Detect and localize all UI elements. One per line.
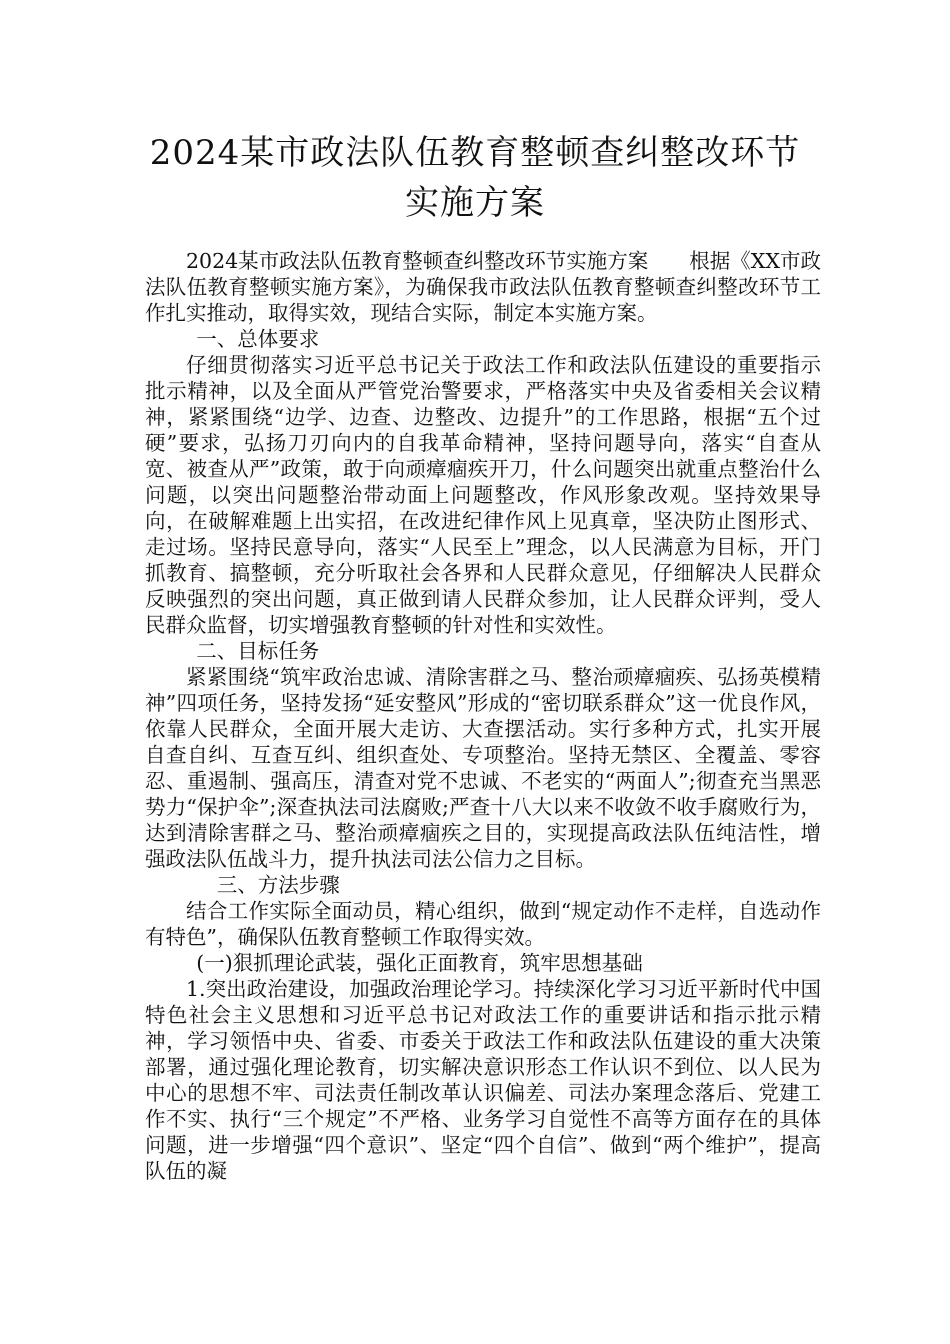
section-2-paragraph: 紧紧围绕“筑牢政治忠诚、清除害群之马、整治顽瘴痼疾、弘扬英模精神”四项任务，坚持发扬“延安整风”形成的“密切联系群众”这一优良作风，依靠人民群众，全面开展大走访、大查摆活动。实行多种方式，扎实开展自查自纠、互查互纠、组织查处、专项整治。坚持无禁区、全覆盖、零容忍、重遏制、强高压，清查对党不忠诚、不老实的“两面人”;彻查充当黑恶势力“保护伞”;深查执法司法腐败;严查十八大以来不收敛不收手腐败行为，达到清除害群之马、整治顽瘴痼疾之目的，实现提高政法队伍纯洁性，增强政法队伍战斗力，提升执法司法公信力之目标。 bbox=[145, 665, 821, 871]
document-title-line-1: 2024某市政法队伍教育整顿查纠整改环节 bbox=[149, 133, 801, 173]
document-body bbox=[145, 248, 821, 1184]
section-3-heading: 三、方法步骤 bbox=[216, 873, 340, 897]
section-2-heading: 二、目标任务 bbox=[196, 639, 320, 663]
subsection-1-heading: (一)狠抓理论武装，强化正面教育，筑牢思想基础 bbox=[196, 951, 643, 975]
intro-paragraph: 2024某市政法队伍教育整顿查纠整改环节实施方案 根据《XX市政法队伍教育整顿实施方案》，为确保我市政法队伍教育整顿查纠整改环节工作扎实推动，取得实效，现结合实际，制定本实施方案。 bbox=[145, 249, 821, 325]
document-title-line-2: 实施方案 bbox=[405, 183, 545, 223]
section-1-paragraph: 仔细贯彻落实习近平总书记关于政法工作和政法队伍建设的重要指示批示精神，以及全面从严管党治警要求，严格落实中央及省委相关会议精神，紧紧围绕“边学、边查、边整改、边提升”的工作思路，根据“五个过硬”要求，弘扬刀刃向内的自我革命精神，坚持问题导向，落实“自查从宽、被查从严”政策，敢于向顽瘴痼疾开刀，什么问题突出就重点整治什么问题，以突出问题整治带动面上问题整改，作风形象改观。坚持效果导向，在破解难题上出实招，在改进纪律作风上见真章，坚决防止图形式、走过场。坚持民意导向，落实“人民至上”理念，以人民满意为目标，开门抓教育、搞整顿，充分听取社会各界和人民群众意见，仔细解决人民群众反映强烈的突出问题，真正做到请人民群众参加，让人民群众评判，受人民群众监督，切实增强教育整顿的针对性和实效性。 bbox=[145, 353, 821, 637]
section-1-heading: 一、总体要求 bbox=[196, 327, 320, 351]
section-3-paragraph: 结合工作实际全面动员，精心组织，做到“规定动作不走样，自选动作有特色”，确保队伍教育整顿工作取得实效。 bbox=[145, 899, 821, 949]
item-1-paragraph: 1.突出政治建设，加强政治理论学习。持续深化学习习近平新时代中国特色社会主义思想和习近平总书记对政法工作的重要讲话和指示批示精神，学习领悟中央、省委、市委关于政法工作和政法队伍建设的重大决策部署，通过强化理论教育，切实解决意识形态工作认识不到位、以人民为中心的思想不牢、司法责任制改革认识偏差、司法办案理念落后、党建工作不实、执行“三个规定”不严格、业务学习自觉性不高等方面存在的具体问题，进一步增强“四个意识”、坚定“四个自信”、做到“两个维护”，提高队伍的凝 bbox=[145, 977, 821, 1183]
